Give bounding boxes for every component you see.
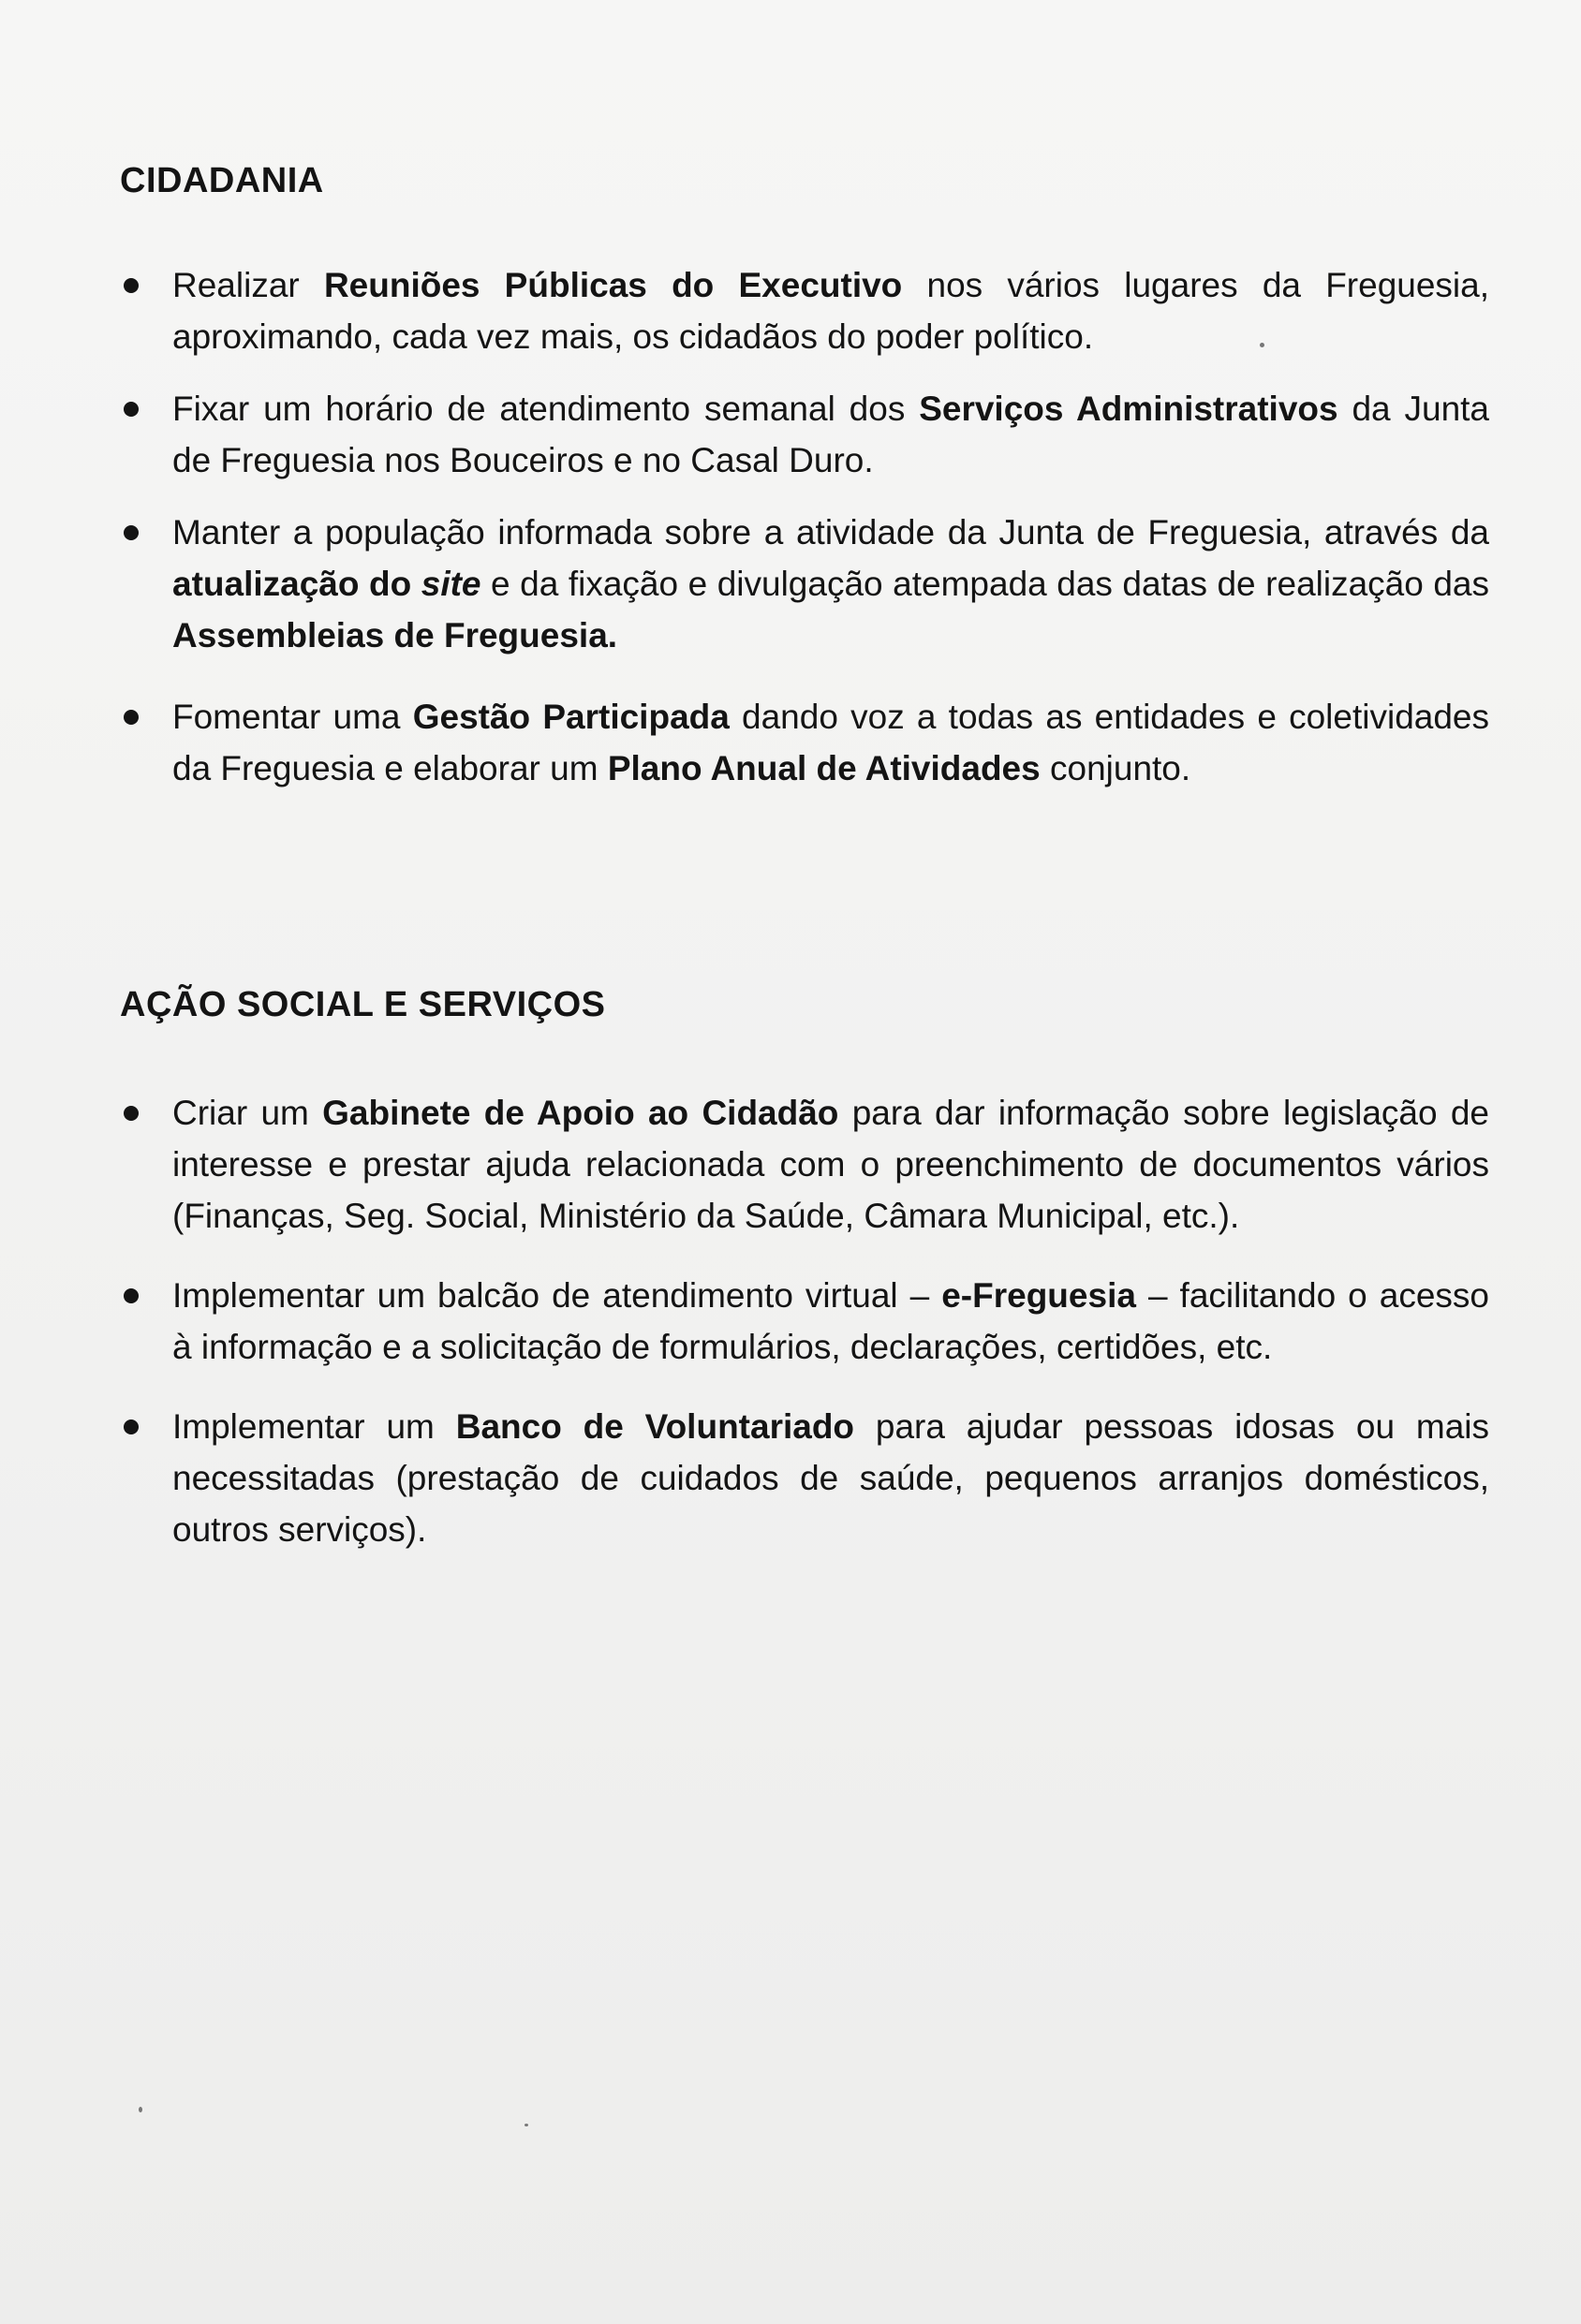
bullet-icon <box>124 278 139 293</box>
bullet-icon <box>124 710 139 725</box>
scan-speck <box>139 2107 142 2112</box>
list-item: Manter a população informada sobre a atividade da Junta de Freguesia, através da atualização do site e da fixação e divulgação atempada das datas de realização das Assembleias de Freguesia. <box>120 507 1489 661</box>
list-item: Fixar um horário de atendimento semanal dos Serviços Administrativos da Junta de Freguesia nos Bouceiros e no Casal Duro. <box>120 383 1489 486</box>
section-title-acao-social: AÇÃO SOCIAL E SERVIÇOS <box>120 985 606 1024</box>
acao-social-list <box>120 1087 1489 1555</box>
cidadania-list <box>120 259 1489 794</box>
list-item: Criar um Gabinete de Apoio ao Cidadão para dar informação sobre legislação de interesse e prestar ajuda relacionada com o preenchimento de documentos vários (Finanças, Seg. Social, Ministério da Saúde, Câmara Municipal, etc.). <box>120 1087 1489 1242</box>
list-item: Realizar Reuniões Públicas do Executivo nos vários lugares da Freguesia, aproximando, cada vez mais, os cidadãos do poder político. <box>120 259 1489 362</box>
list-item: Fomentar uma Gestão Participada dando voz a todas as entidades e coletividades da Freguesia e elaborar um Plano Anual de Atividades conjunto. <box>120 691 1489 794</box>
bullet-icon <box>124 402 139 417</box>
scan-speck <box>525 2124 528 2126</box>
section-title-cidadania: CIDADANIA <box>120 161 324 200</box>
list-item: Implementar um balcão de atendimento virtual – e-Freguesia – facilitando o acesso à informação e a solicitação de formulários, declarações, certidões, etc. <box>120 1270 1489 1373</box>
scan-speck <box>1260 343 1264 347</box>
bullet-icon <box>124 1106 139 1121</box>
bullet-icon <box>124 525 139 540</box>
list-item: Implementar um Banco de Voluntariado para ajudar pessoas idosas ou mais necessitadas (prestação de cuidados de saúde, pequenos arranjos domésticos, outros serviços). <box>120 1401 1489 1555</box>
bullet-icon <box>124 1288 139 1303</box>
bullet-icon <box>124 1419 139 1434</box>
